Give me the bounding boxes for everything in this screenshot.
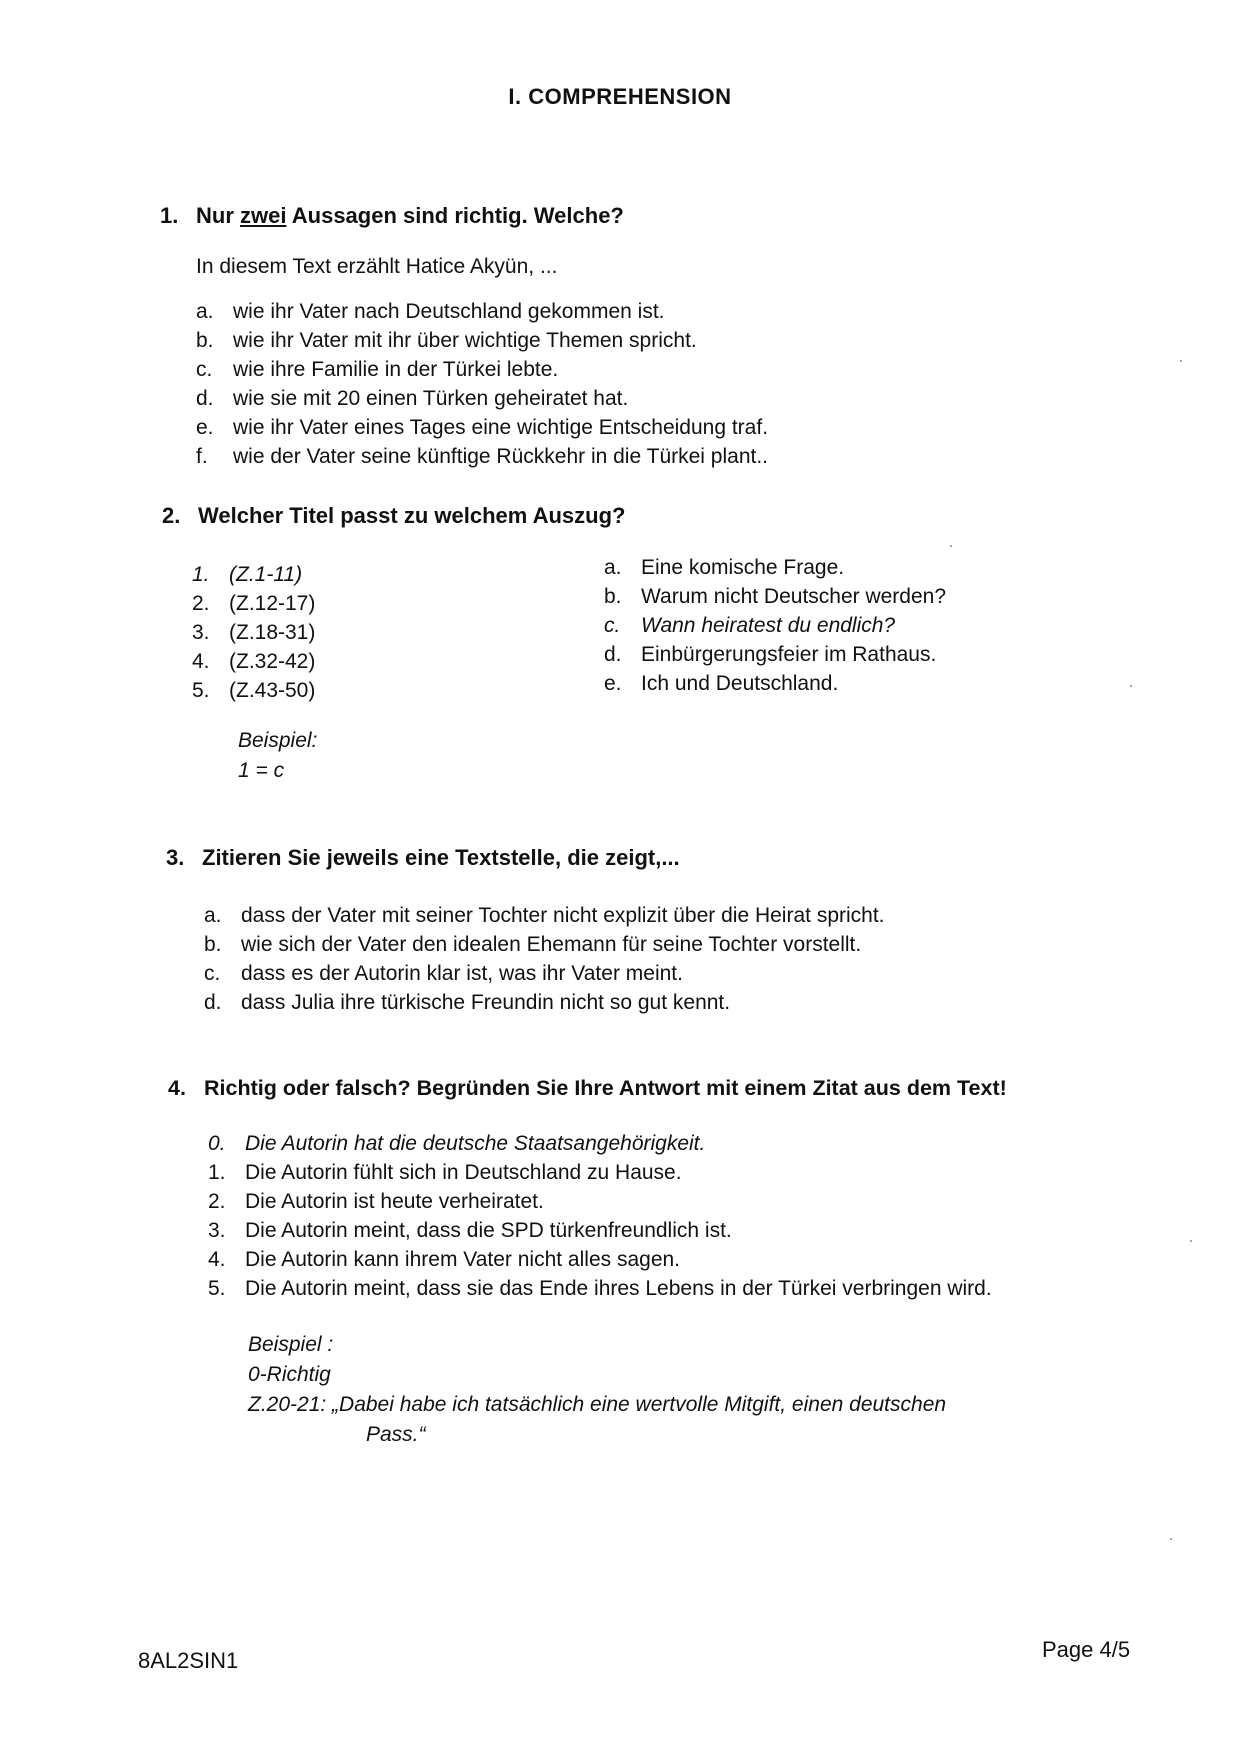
option-text: wie ihr Vater mit ihr über wichtige Themen spricht. — [233, 329, 697, 352]
scan-speck — [1170, 1538, 1172, 1540]
page-number: Page 4/5 — [1042, 1637, 1131, 1662]
question-1-heading-pre: Nur — [196, 203, 240, 228]
statement-text: Die Autorin hat die deutsche Staatsangehörigkeit. — [245, 1132, 706, 1155]
list-item — [208, 1245, 992, 1274]
question-4-number: 4. — [168, 1076, 186, 1100]
title-label: e. — [604, 672, 622, 695]
question-1-number: 1. — [160, 203, 179, 228]
option-label: b. — [204, 933, 222, 956]
excerpt-label: 3. — [192, 621, 210, 644]
statement-label: 4. — [208, 1248, 226, 1271]
list-item — [204, 959, 885, 988]
option-label: e. — [196, 416, 214, 439]
title-label: b. — [604, 585, 622, 608]
excerpt-text: (Z.1-11) — [229, 563, 303, 586]
question-2-heading — [162, 503, 625, 529]
list-item — [208, 1129, 992, 1158]
statement-text: Die Autorin meint, dass die SPD türkenfreundlich ist. — [245, 1219, 732, 1242]
option-text: wie sie mit 20 einen Türken geheiratet hat. — [233, 387, 629, 410]
list-item — [192, 618, 315, 647]
example-quote-line-1: Z.20-21: „Dabei habe ich tatsächlich eine wertvolle Mitgift, einen deutschen — [248, 1393, 947, 1416]
list-item — [204, 901, 885, 930]
list-item — [604, 553, 946, 582]
option-text: dass der Vater mit seiner Tochter nicht explizit über die Heirat spricht. — [241, 904, 885, 927]
option-text: dass es der Autorin klar ist, was ihr Vater meint. — [241, 962, 683, 985]
option-text: wie ihr Vater nach Deutschland gekommen ist. — [233, 300, 665, 323]
statement-label: 5. — [208, 1277, 226, 1300]
question-2-titles — [604, 553, 946, 698]
question-3-heading — [166, 845, 680, 871]
question-2-excerpts — [192, 560, 315, 705]
question-3-heading-text: Zitieren Sie jeweils eine Textstelle, die zeigt,... — [202, 845, 680, 870]
question-4-statements — [208, 1129, 992, 1303]
option-label: a. — [204, 904, 222, 927]
list-item — [208, 1158, 992, 1187]
question-1-heading — [160, 203, 624, 229]
page-title: I. COMPREHENSION — [508, 84, 732, 109]
option-text: wie der Vater seine künftige Rückkehr in die Türkei plant.. — [233, 445, 768, 468]
statement-label: 0. — [208, 1132, 226, 1155]
option-text: dass Julia ihre türkische Freundin nicht so gut kennt. — [241, 991, 731, 1014]
list-item — [204, 988, 885, 1017]
statement-text: Die Autorin kann ihrem Vater nicht alles sagen. — [245, 1248, 681, 1271]
excerpt-text: (Z.32-42) — [229, 650, 316, 673]
list-item — [196, 442, 768, 471]
title-text: Ich und Deutschland. — [641, 672, 839, 695]
list-item — [192, 676, 315, 705]
list-item — [204, 930, 885, 959]
document-code: 8AL2SIN1 — [138, 1648, 239, 1673]
question-2-example — [238, 726, 317, 786]
title-label: a. — [604, 556, 622, 579]
title-text: Einbürgerungsfeier im Rathaus. — [641, 643, 937, 666]
statement-label: 1. — [208, 1161, 226, 1184]
question-4-heading — [168, 1076, 1007, 1101]
excerpt-label: 1. — [192, 563, 210, 586]
list-item — [208, 1187, 992, 1216]
option-text: wie ihre Familie in der Türkei lebte. — [233, 358, 559, 381]
question-1-heading-underlined: zwei — [240, 203, 287, 228]
statement-label: 3. — [208, 1219, 226, 1242]
option-label: c. — [204, 962, 221, 985]
excerpt-text: (Z.12-17) — [229, 592, 316, 615]
option-label: d. — [196, 387, 214, 410]
example-answer: 0-Richtig — [248, 1363, 331, 1386]
example-label: Beispiel : — [248, 1333, 334, 1356]
scan-speck — [1130, 685, 1132, 687]
title-label: c. — [604, 614, 621, 637]
question-1-heading-post: Aussagen sind richtig. Welche? — [286, 203, 624, 228]
question-2-heading-text: Welcher Titel passt zu welchem Auszug? — [198, 503, 626, 528]
option-text: wie sich der Vater den idealen Ehemann für seine Tochter vorstellt. — [241, 933, 862, 956]
option-label: a. — [196, 300, 214, 323]
question-3-options — [204, 901, 885, 1017]
excerpt-label: 2. — [192, 592, 210, 615]
question-4-heading-text: Richtig oder falsch? Begründen Sie Ihre Antwort mit einem Zitat aus dem Text! — [204, 1076, 1007, 1100]
list-item — [196, 297, 768, 326]
statement-text: Die Autorin ist heute verheiratet. — [245, 1190, 544, 1213]
statement-text: Die Autorin fühlt sich in Deutschland zu Hause. — [245, 1161, 682, 1184]
question-1-options — [196, 297, 768, 471]
list-item — [196, 413, 768, 442]
example-label: Beispiel: — [238, 729, 318, 752]
question-3-number: 3. — [166, 845, 185, 870]
statement-text: Die Autorin meint, dass sie das Ende ihres Lebens in der Türkei verbringen wird. — [245, 1277, 992, 1300]
option-label: d. — [204, 991, 222, 1014]
example-quote-line-2: Pass.“ — [366, 1423, 426, 1446]
scan-speck — [1180, 360, 1182, 362]
question-2-number: 2. — [162, 503, 181, 528]
statement-label: 2. — [208, 1190, 226, 1213]
list-item — [604, 669, 946, 698]
option-label: b. — [196, 329, 214, 352]
list-item — [604, 582, 946, 611]
list-item — [192, 560, 315, 589]
excerpt-label: 5. — [192, 679, 210, 702]
title-text: Warum nicht Deutscher werden? — [641, 585, 947, 608]
question-1-intro: In diesem Text erzählt Hatice Akyün, ... — [196, 255, 558, 278]
list-item — [208, 1216, 992, 1245]
list-item — [196, 384, 768, 413]
question-4-example — [248, 1330, 946, 1450]
option-label: c. — [196, 358, 213, 381]
list-item — [192, 647, 315, 676]
option-label: f. — [196, 445, 208, 468]
scan-speck — [1190, 1240, 1192, 1242]
excerpt-text: (Z.43-50) — [229, 679, 316, 702]
list-item — [208, 1274, 992, 1303]
example-value: 1 = c — [238, 759, 285, 782]
scan-speck — [950, 545, 952, 547]
list-item — [192, 589, 315, 618]
title-label: d. — [604, 643, 622, 666]
excerpt-label: 4. — [192, 650, 210, 673]
list-item — [196, 326, 768, 355]
list-item — [604, 640, 946, 669]
excerpt-text: (Z.18-31) — [229, 621, 316, 644]
option-text: wie ihr Vater eines Tages eine wichtige Entscheidung traf. — [233, 416, 769, 439]
title-text: Eine komische Frage. — [641, 556, 845, 579]
list-item — [196, 355, 768, 384]
list-item — [604, 611, 946, 640]
title-text: Wann heiratest du endlich? — [641, 614, 896, 637]
